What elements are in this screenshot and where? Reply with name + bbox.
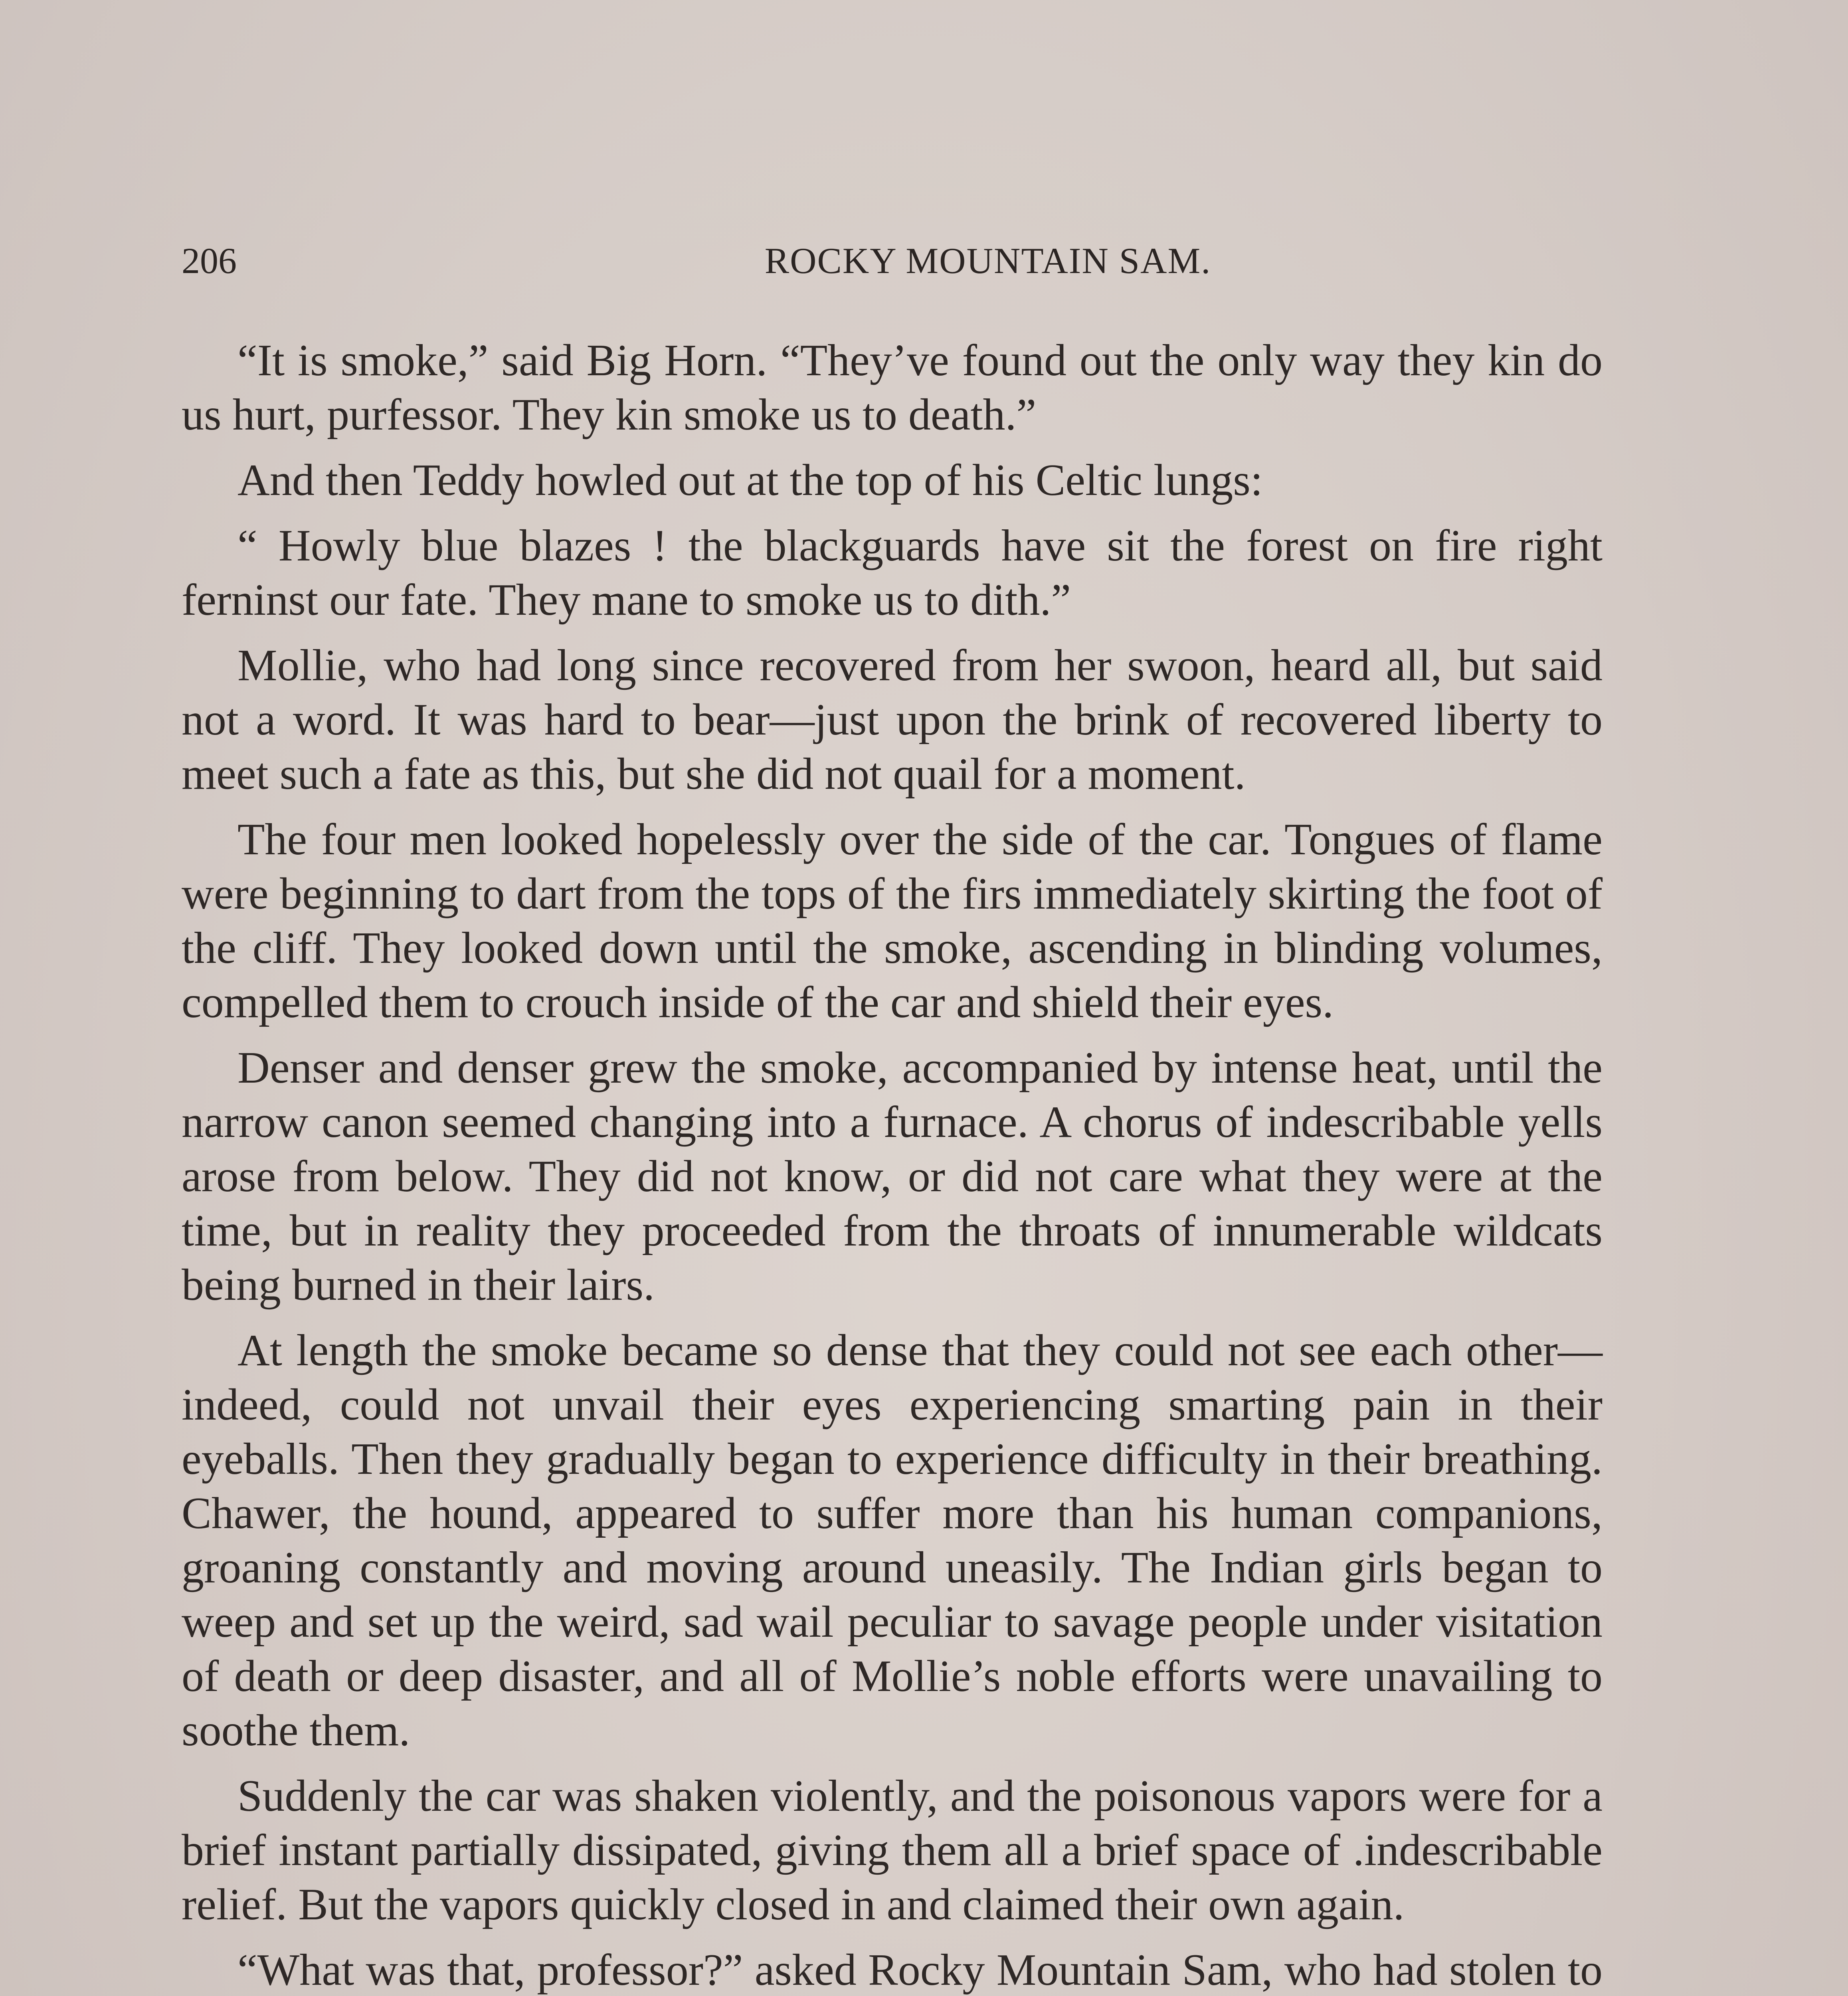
paragraph: The four men looked hopelessly over the side of the car. Tongues of flame were beginning to dart from the tops of the firs immediately skirting the foot of the cliff. They looked down until the smoke, ascending in blinding volumes, compelled them to crouch inside of the car and shield their eyes. <box>182 815 1603 1027</box>
paragraph: Mollie, who had long since recovered from her swoon, heard all, but said not a word. It was hard to bear—just upon the brink of recovered liberty to meet such a fate as this, but she did not quail for a moment. <box>182 641 1603 799</box>
body-text <box>182 333 1603 1996</box>
running-head <box>182 240 1603 287</box>
page-number: 206 <box>182 240 237 281</box>
paragraph: And then Teddy howled out at the top of his Celtic lungs: <box>237 455 1263 505</box>
paragraph: “What was that, professor?” asked Rocky Mountain Sam, who had stolen to <box>237 1945 1603 1995</box>
book-title: ROCKY MOUNTAIN SAM. <box>764 240 1211 281</box>
paragraph: Suddenly the car was shaken violently, and the poisonous vapors were for a brief instant partially dissipated, giving them all a brief space of .indescribable relief. But the vapors quickly closed in and claimed their own again. <box>182 1771 1603 1929</box>
paragraph: “It is smoke,” said Big Horn. “They’ve found out the only way they kin do us hurt, purfessor. They kin smoke us to death.” <box>182 336 1603 440</box>
paragraph: “ Howly blue blazes ! the blackguards have sit the forest on fire right ferninst our fate. They mane to smoke us to dith.” <box>182 521 1603 625</box>
paragraph: Denser and denser grew the smoke, accompanied by intense heat, until the narrow canon seemed changing into a furnace. A chorus of indescribable yells arose from below. They did not know, or did not care what they were at the time, but in reality they proceeded from the throats of innumerable wildcats being burned in their lairs. <box>182 1043 1603 1310</box>
paragraph: At length the smoke became so dense that they could not see each other—indeed, could not unvail their eyes experiencing smarting pain in their eyeballs. Then they gradually began to experience difficulty in their breathing. Chawer, the hound, appeared to suffer more than his human companions, groaning constantly and moving around uneasily. The Indian girls began to weep and set up the weird, sad wail peculiar to savage people under visitation of death or deep disaster, and all of Mollie’s noble efforts were unavailing to soothe them. <box>182 1326 1603 1755</box>
